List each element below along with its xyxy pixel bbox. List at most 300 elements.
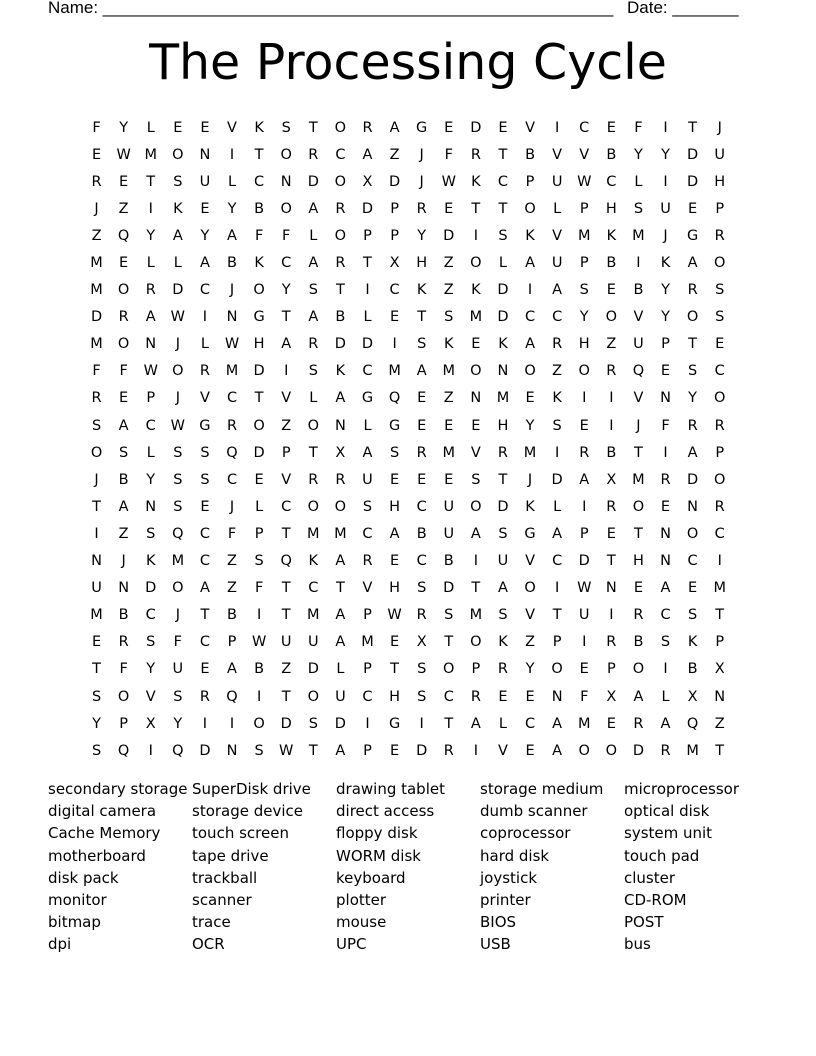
grid-letter: C [606,173,617,190]
grid-letter: O [334,173,347,190]
grid-letter: M [307,607,320,624]
grid-letter: B [254,200,265,217]
grid-letter: I [202,309,208,326]
grid-letter: O [470,498,482,515]
grid-letter: W [387,607,402,624]
grid-letter: K [687,634,698,651]
grid-letter: T [498,146,508,163]
grid-letter: U [497,553,509,570]
grid-letter: L [363,417,372,434]
grid-letter: B [606,255,617,272]
grid-letter: I [663,119,668,136]
grid-letter: O [713,390,726,407]
grid-letter: J [527,471,533,488]
grid-letter: S [254,553,264,570]
grid-letter: U [280,634,292,651]
grid-letter: H [497,417,509,434]
grid-letter: T [254,390,264,407]
grid-letter: K [145,553,156,570]
grid-letter: S [308,282,318,299]
grid-letter: E [579,417,589,434]
grid-letter: Y [661,146,670,163]
grid-letter: B [633,634,644,651]
grid-letter: G [388,417,401,434]
grid-letter: M [334,525,347,542]
grid-letter: B [227,607,237,624]
grid-letter: K [471,173,481,190]
grid-letter: R [660,471,671,488]
grid-letter: V [552,146,563,163]
grid-letter: D [334,715,346,732]
grid-letter: N [226,309,238,326]
grid-letter: A [633,688,644,705]
grid-letter: Q [280,553,292,570]
grid-row [83,358,735,385]
grid-row [83,493,735,520]
grid-letter: Z [606,336,617,353]
grid-letter: T [552,607,562,624]
grid-letter: B [416,525,427,542]
grid-letter: F [634,119,643,136]
grid-letter: D [253,363,265,380]
grid-letter: C [199,634,210,651]
grid-letter: I [419,715,424,732]
grid-letter: P [525,173,535,190]
grid-letter: H [714,173,726,190]
word-list-item: WORM disk [336,846,421,865]
grid-letter: A [660,580,671,597]
grid-letter: T [633,444,643,461]
grid-letter: A [172,227,183,244]
grid-letter: V [633,309,644,326]
grid-letter: C [199,553,210,570]
word-list-item: drawing tablet [336,780,445,798]
grid-letter: X [416,634,427,651]
grid-letter: O [334,498,347,515]
grid-letter: E [254,471,264,488]
grid-letter: C [254,173,265,190]
grid-letter: R [308,146,319,163]
grid-letter: C [199,525,210,542]
grid-letter: Y [579,309,589,326]
grid-letter: O [713,471,726,488]
grid-letter: R [308,471,319,488]
grid-letter: K [471,282,481,299]
grid-letter: Y [146,661,156,678]
grid-letter: V [552,227,563,244]
grid-letter: J [94,471,99,488]
grid-letter: W [224,336,240,353]
grid-letter: D [361,200,374,217]
grid-letter: I [256,688,262,705]
grid-letter: W [116,146,131,163]
grid-letter: D [687,146,699,163]
grid-letter: L [661,688,670,705]
grid-letter: C [308,580,319,597]
grid-letter: P [715,634,725,651]
grid-letter: S [660,634,671,651]
grid-letter: W [170,417,185,434]
grid-letter: T [92,498,101,515]
grid-letter: C [714,363,725,380]
grid-letter: M [90,255,103,272]
grid-letter: C [389,282,400,299]
grid-letter: A [118,417,129,434]
grid-letter: T [281,688,291,705]
grid-letter: F [227,525,237,542]
grid-letter: T [444,715,454,732]
grid-letter: T [444,634,454,651]
grid-letter: O [307,688,319,705]
grid-letter: P [715,200,725,217]
grid-letter: R [145,282,156,299]
grid-row [83,520,735,547]
grid-letter: S [200,471,210,488]
grid-letter: O [117,282,130,299]
grid-letter: S [688,607,698,624]
grid-letter: E [471,417,481,434]
grid-letter: T [281,525,291,542]
word-list-item: motherboard [48,846,146,865]
grid-letter: Y [146,227,156,244]
grid-letter: E [389,634,400,651]
grid-letter: J [229,498,235,515]
grid-letter: U [443,498,455,515]
grid-letter: I [473,553,478,570]
grid-letter: A [525,255,535,272]
grid-letter: E [417,390,427,407]
grid-letter: Z [118,525,129,542]
grid-letter: I [229,715,235,732]
grid-letter: A [687,255,698,272]
grid-letter: N [605,580,617,597]
grid-letter: E [471,336,481,353]
grid-letter: D [578,553,590,570]
word-list-item: coprocessor [480,824,571,843]
grid-row [83,575,735,602]
grid-letter: N [280,173,292,190]
grid-letter: W [577,173,592,190]
grid-letter: A [227,661,237,678]
grid-letter: O [632,661,645,678]
grid-letter: T [633,525,643,542]
word-list-item: Cache Memory [48,824,161,843]
grid-letter: T [200,607,210,624]
grid-letter: P [715,444,725,461]
grid-letter: O [443,661,455,678]
grid-letter: V [145,688,156,705]
grid-letter: I [555,119,560,136]
grid-letter: A [687,444,698,461]
grid-letter: D [497,282,509,299]
grid-row [83,602,735,629]
grid-letter: D [551,471,563,488]
word-list-item: storage medium [480,780,604,798]
grid-letter: J [94,200,99,217]
grid-row [83,304,735,331]
grid-letter: R [633,715,644,732]
grid-letter: Y [417,227,427,244]
grid-letter: X [389,255,400,272]
grid-letter: T [335,580,345,597]
grid-letter: F [92,119,101,136]
grid-letter: L [146,119,155,136]
grid-letter: C [552,309,563,326]
word-list-item: touch pad [624,846,700,865]
grid-letter: E [606,119,616,136]
grid-letter: O [686,525,699,542]
grid-letter: R [443,742,454,759]
grid-letter: Y [525,417,535,434]
grid-letter: M [686,742,699,759]
grid-letter: M [307,525,320,542]
word-list-item: digital camera [48,802,157,821]
grid-letter: E [606,525,616,542]
word-list-item: storage device [192,802,304,821]
grid-letter: M [469,309,483,326]
grid-letter: D [470,119,482,136]
grid-letter: Z [227,580,237,597]
grid-letter: N [145,336,157,353]
word-list-item: microprocessor [624,780,740,798]
grid-letter: W [143,363,158,380]
grid-letter: T [498,471,508,488]
grid-letter: E [417,417,427,434]
grid-letter: K [660,255,671,272]
grid-letter: S [91,688,102,705]
grid-letter: C [579,119,590,136]
grid-letter: Z [227,553,237,570]
grid-letter: K [606,227,617,244]
grid-letter: V [470,444,481,461]
grid-letter: B [606,146,617,163]
grid-letter: L [309,390,318,407]
grid-letter: R [335,200,346,217]
grid-letter: D [145,580,157,597]
grid-letter: V [227,119,237,136]
grid-letter: C [199,282,210,299]
grid-letter: L [309,227,318,244]
grid-letter: K [254,119,264,136]
grid-letter: S [173,173,183,190]
grid-letter: X [606,471,617,488]
grid-letter: Z [714,715,725,732]
grid-letter: S [498,525,508,542]
grid-letter: S [417,688,427,705]
grid-letter: F [282,227,291,244]
grid-letter: P [661,336,670,353]
grid-letter: T [335,282,345,299]
grid-letter: H [416,255,428,272]
grid-letter: Z [91,227,102,244]
grid-letter: O [172,580,184,597]
grid-letter: I [392,336,397,353]
grid-letter: C [226,390,238,407]
grid-letter: S [688,363,698,380]
grid-letter: B [227,255,237,272]
grid-letter: O [686,309,699,326]
grid-letter: T [363,255,372,272]
grid-letter: E [389,742,400,759]
grid-letter: S [417,336,427,353]
grid-letter: A [389,525,400,542]
grid-letter: W [170,309,185,326]
grid-letter: A [335,607,346,624]
grid-letter: M [361,634,374,651]
grid-letter: S [444,607,454,624]
grid-letter: O [470,255,482,272]
word-list-item: OCR [192,935,225,954]
grid-letter: A [470,525,481,542]
grid-letter: T [715,742,725,759]
grid-letter: J [175,607,180,624]
grid-letter: M [171,553,185,570]
grid-letter: Y [119,119,129,136]
grid-letter: T [471,580,481,597]
grid-letter: M [632,471,645,488]
grid-row [83,331,735,358]
grid-letter: Y [227,200,237,217]
grid-letter: L [200,336,209,353]
grid-letter: N [660,525,671,542]
grid-letter: O [172,363,184,380]
grid-letter: X [606,688,617,705]
grid-letter: P [471,661,481,678]
grid-letter: T [715,607,725,624]
grid-letter: M [388,363,401,380]
grid-letter: R [714,498,725,515]
name-field-label: Name: ______________________________________________________ [48,0,614,17]
grid-letter: D [388,173,401,190]
grid-letter: A [281,336,292,353]
grid-letter: A [552,715,563,732]
grid-row [83,710,735,737]
grid-letter: Z [389,146,400,163]
grid-letter: R [118,634,129,651]
grid-letter: W [577,580,592,597]
grid-letter: N [334,417,346,434]
grid-letter: J [663,227,668,244]
grid-letter: X [145,715,156,732]
grid-letter: V [525,553,535,570]
grid-letter: U [91,580,102,597]
grid-letter: V [497,742,508,759]
grid-letter: S [498,227,508,244]
grid-letter: G [388,715,401,732]
grid-letter: L [146,444,155,461]
grid-row [83,385,735,412]
grid-letter: B [335,309,346,326]
grid-letter: M [577,227,591,244]
grid-letter: S [146,634,156,651]
grid-letter: Z [552,363,563,380]
grid-letter: I [663,173,668,190]
grid-letter: A [199,255,210,272]
grid-letter: D [334,336,346,353]
grid-letter: I [202,715,208,732]
grid-letter: S [417,580,427,597]
grid-letter: I [582,498,587,515]
word-list-item: printer [480,890,531,909]
word-list-item: touch screen [192,824,289,843]
grid-letter: G [524,525,536,542]
grid-letter: A [308,255,319,272]
grid-letter: A [335,553,346,570]
word-list [48,778,788,956]
grid-letter: I [636,255,641,272]
grid-letter: N [145,498,157,515]
grid-letter: D [443,580,455,597]
grid-letter: M [442,363,456,380]
grid-letter: T [688,336,698,353]
grid-letter: Q [226,688,238,705]
grid-letter: B [687,661,698,678]
grid-letter: U [307,634,319,651]
word-list-item: dumb scanner [480,802,588,821]
grid-letter: K [416,282,427,299]
grid-letter: R [687,417,698,434]
grid-letter: O [470,363,482,380]
grid-letter: B [443,553,454,570]
grid-letter: A [497,580,508,597]
grid-letter: I [609,607,614,624]
grid-letter: R [91,390,102,407]
word-list-item: floppy disk [336,824,418,843]
grid-letter: M [90,282,103,299]
grid-letter: S [254,742,264,759]
grid-letter: C [335,146,346,163]
grid-letter: L [173,255,182,272]
grid-letter: U [199,173,211,190]
grid-letter: O [172,146,184,163]
grid-letter: U [443,525,455,542]
grid-letter: I [148,742,153,759]
grid-letter: A [525,336,535,353]
grid-letter: E [498,688,508,705]
grid-letter: E [119,255,129,272]
grid-letter: S [119,444,129,461]
grid-letter: R [633,607,644,624]
grid-letter: Q [388,390,401,407]
grid-letter: V [633,390,644,407]
grid-letter: L [634,173,643,190]
grid-letter: A [552,742,563,759]
grid-letter: I [609,390,614,407]
grid-letter: E [389,471,400,488]
grid-letter: I [527,282,533,299]
grid-letter: R [226,417,238,434]
grid-letter: R [579,444,590,461]
grid-letter: Q [172,742,184,759]
grid-letter: E [579,661,589,678]
grid-letter: Z [281,417,292,434]
grid-letter: R [606,498,617,515]
grid-row [83,195,735,222]
grid-letter: A [227,227,237,244]
grid-letter: L [498,715,507,732]
grid-letter: K [498,634,508,651]
grid-letter: R [335,255,346,272]
grid-letter: D [361,336,374,353]
grid-letter: L [146,255,155,272]
grid-row [83,656,735,683]
grid-letter: O [117,688,130,705]
grid-letter: O [117,336,130,353]
grid-letter: X [687,688,698,705]
grid-letter: L [363,309,372,326]
grid-letter: V [579,146,590,163]
grid-letter: G [686,227,699,244]
